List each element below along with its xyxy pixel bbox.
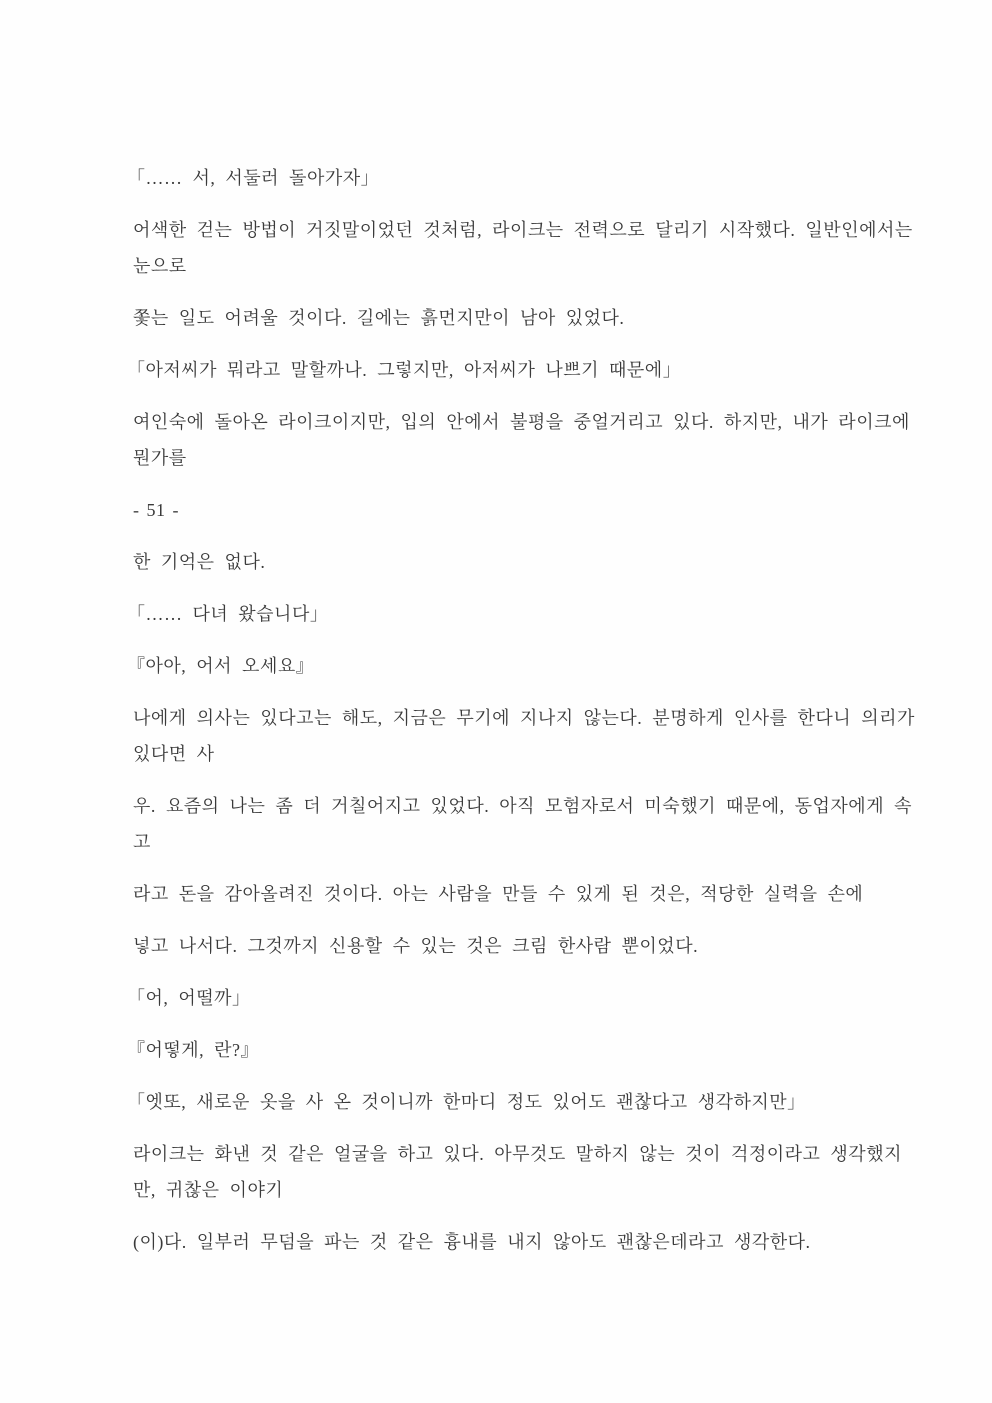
- paragraph-line: 한 기억은 없다.: [133, 552, 266, 572]
- paragraph: [133, 700, 915, 772]
- paragraph-line: (이)다. 일부러 무덤을 파는 것 같은 흉내를 내지 않아도 괜찮은데라고 생각한다.: [133, 1232, 811, 1252]
- paragraph-line: 쫓는 일도 어려울 것이다. 길에는 흙먼지만이 남아 있었다.: [133, 308, 625, 328]
- paragraph: [133, 1224, 873, 1260]
- paragraph: [133, 300, 873, 336]
- paragraph: [133, 1136, 902, 1208]
- paragraph-line: 「어, 어떨까」: [127, 988, 251, 1008]
- paragraph-line: 「…… 다녀 왔습니다」: [127, 604, 329, 624]
- paragraph: [127, 1032, 873, 1068]
- paragraph: [127, 1084, 873, 1120]
- paragraph: [133, 876, 873, 912]
- paragraph-line: 「…… 서, 서둘러 돌아가자」: [127, 168, 380, 188]
- paragraph: [133, 928, 873, 964]
- paragraph: [133, 788, 912, 860]
- paragraph-line: 「엣또, 새로운 옷을 사 온 것이니까 한마디 정도 있어도 괜찮다고 생각하지만」: [127, 1092, 806, 1112]
- paragraph: [127, 596, 873, 632]
- paragraph-line: 라이크는 화낸 것 같은 얼굴을 하고 있다. 아무것도 말하지 않는 것이 걱정이라고 생각했지: [133, 1144, 902, 1164]
- paragraph-line: 만, 귀찮은 이야기: [133, 1180, 284, 1200]
- paragraph: [127, 352, 873, 388]
- paragraph-line: 우. 요즘의 나는 좀 더 거칠어지고 있었다. 아직 모험자로서 미숙했기 때문에, 동업자에게 속: [133, 796, 912, 816]
- paragraph: [127, 160, 873, 196]
- paragraph-line: 『어떻게, 란?』: [127, 1040, 260, 1060]
- page-number: [133, 492, 873, 528]
- paragraph-line: 「아저씨가 뭐라고 말할까나. 그렇지만, 아저씨가 나쁘기 때문에」: [127, 360, 682, 380]
- paragraph: [127, 980, 873, 1016]
- paragraph: [133, 404, 910, 476]
- paragraph-line: 라고 돈을 감아올려진 것이다. 아는 사람을 만들 수 있게 된 것은, 적당한 실력을 손에: [133, 884, 864, 904]
- paragraph: [133, 544, 873, 580]
- paragraph-line: 넣고 나서다. 그것까지 신용할 수 있는 것은 크림 한사람 뿐이었다.: [133, 936, 699, 956]
- paragraph-line: 있다면 사: [133, 744, 215, 764]
- paragraph-line: 『아아, 어서 오세요』: [127, 656, 315, 676]
- paragraph-line: 여인숙에 돌아온 라이크이지만, 입의 안에서 불평을 중얼거리고 있다. 하지만, 내가 라이크에: [133, 412, 910, 432]
- paragraph-line: 눈으로: [133, 256, 187, 276]
- paragraph: [133, 212, 913, 284]
- text-block: [127, 160, 915, 1276]
- paragraph-line: 뭔가를: [133, 448, 187, 468]
- paragraph: [127, 648, 873, 684]
- paragraph-line: 고: [133, 832, 151, 852]
- paragraph-line: - 51 -: [133, 500, 179, 520]
- paragraph-line: 나에게 의사는 있다고는 해도, 지금은 무기에 지나지 않는다. 분명하게 인사를 한다니 의리가: [133, 708, 915, 728]
- paragraph-line: 어색한 걷는 방법이 거짓말이었던 것처럼, 라이크는 전력으로 달리기 시작했다. 일반인에서는: [133, 220, 913, 240]
